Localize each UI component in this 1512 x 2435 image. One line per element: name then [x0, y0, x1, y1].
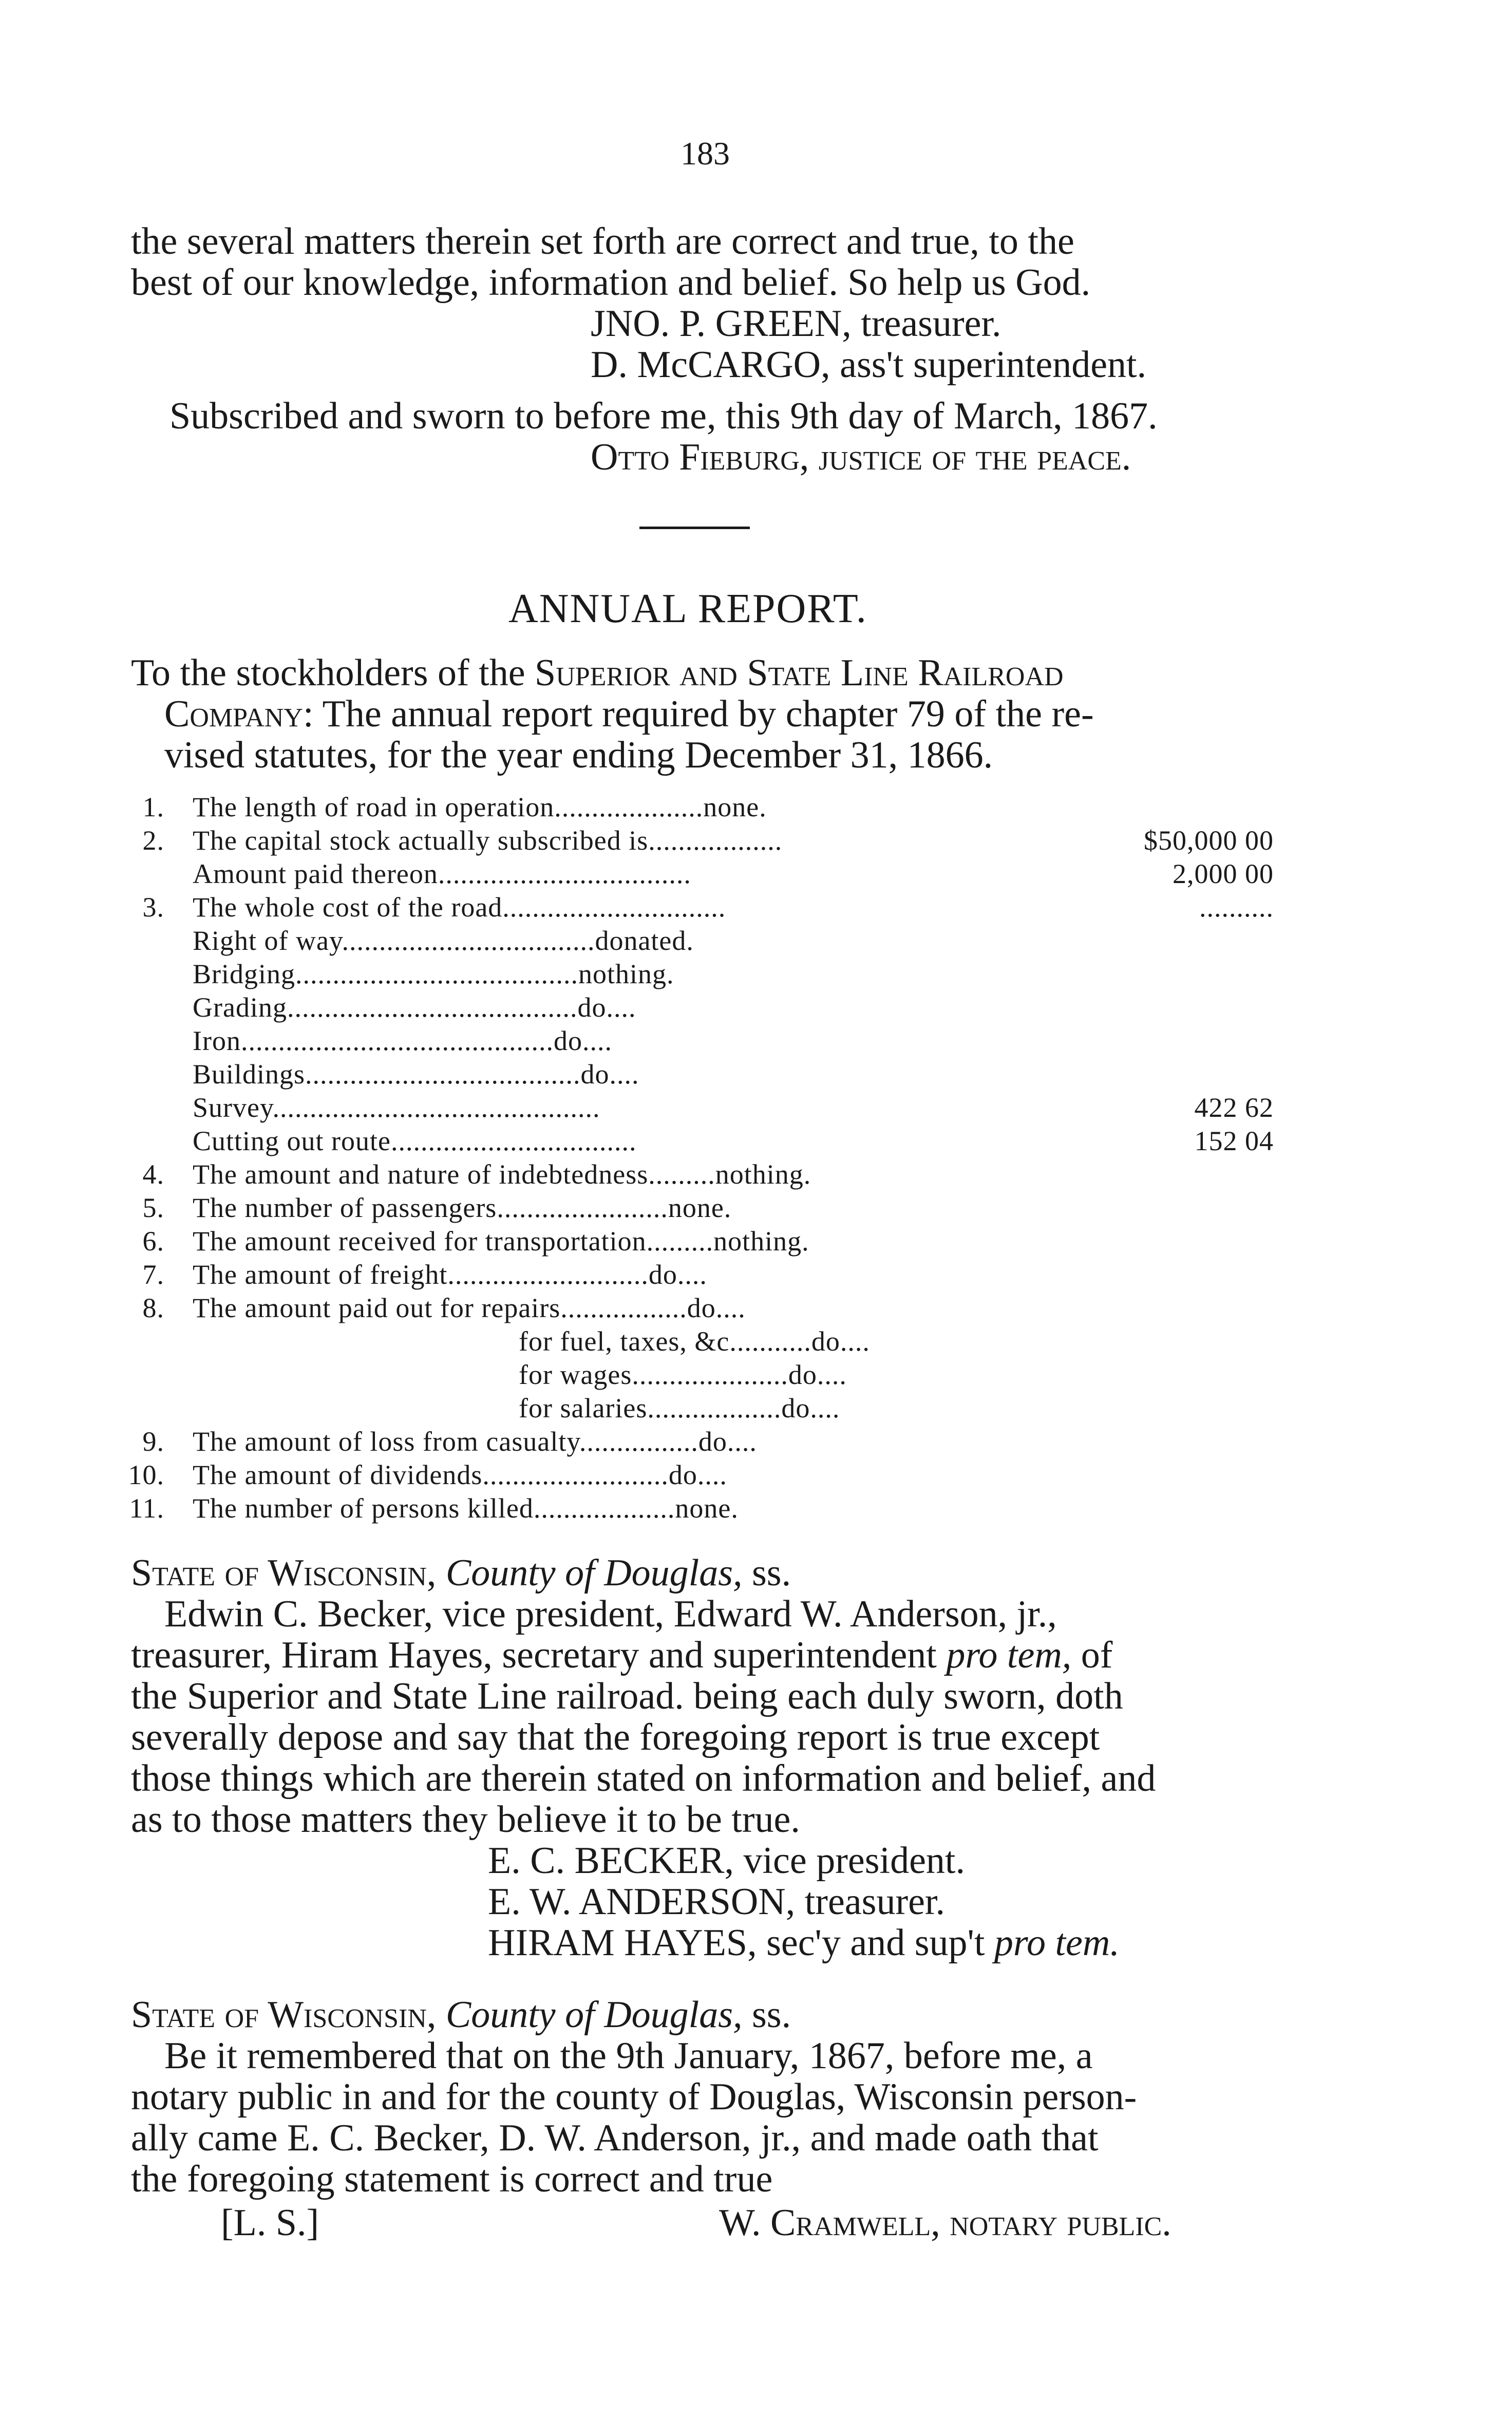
hayes-pro-tem: pro tem.	[994, 1922, 1120, 1964]
affidavit2-line-2: notary public in and for the county of Douglas, Wisconsin person-	[131, 2076, 1137, 2118]
item-description: Buildings.....................................do....	[193, 1059, 639, 1090]
item-description: The length of road in operation....................none.	[193, 792, 767, 822]
venue-ss: ss.	[752, 1552, 791, 1594]
hayes-title: HIRAM HAYES, sec'y and sup't	[488, 1922, 985, 1964]
item-number: 3.	[142, 892, 164, 923]
signature-hayes	[488, 1921, 1120, 1964]
item-amount: 2,000 00	[1173, 858, 1274, 889]
affidavit1-line-5: those things which are therein stated on information and belief, and	[131, 1757, 1156, 1800]
item-description: The number of persons killed...................none.	[193, 1493, 739, 1524]
item-number: 5.	[142, 1192, 164, 1223]
oath-line-1: the several matters therein set forth are correct and true, to the	[131, 220, 1074, 263]
affidavit1-text: treasurer, Hiram Hayes, secretary and superintendent	[131, 1634, 937, 1676]
affidavit1-line-2	[131, 1634, 1112, 1677]
affidavit1-line-3: the Superior and State Line railroad. being each duly sworn, doth	[131, 1675, 1123, 1717]
item-description: for fuel, taxes, &c...........do....	[519, 1326, 870, 1357]
item-description: The amount paid out for repairs.................do....	[193, 1293, 746, 1323]
oath-signature-green: JNO. P. GREEN, treasurer.	[591, 303, 1001, 345]
item-number: 4.	[142, 1159, 164, 1190]
item-description: Cutting out route.................................	[193, 1126, 637, 1156]
item-description: The number of passengers.......................none.	[193, 1192, 732, 1223]
report-title: ANNUAL REPORT.	[508, 586, 867, 631]
affidavit2-line-4: the foregoing statement is correct and true	[131, 2158, 773, 2200]
affidavit1-line-6: as to those matters they believe it to be true.	[131, 1799, 800, 1841]
company-word: Company	[164, 693, 303, 735]
affidavit1-line-4: severally depose and say that the foregoing report is true except	[131, 1716, 1100, 1758]
affidavit1-venue	[131, 1551, 791, 1595]
item-description: Survey............................................	[193, 1092, 600, 1123]
venue-state: State of Wisconsin,	[131, 1552, 437, 1594]
item-amount: ..........	[1199, 892, 1274, 923]
item-description: The amount and nature of indebtedness.........nothing.	[193, 1159, 811, 1190]
oath-signature-mccargo: D. McCARGO, ass't superintendent.	[591, 344, 1147, 386]
item-number: 6.	[142, 1226, 164, 1257]
subscribed-line: Subscribed and sworn to before me, this 9th day of March, 1867.	[169, 395, 1158, 437]
oath-line-2: best of our knowledge, information and belief. So help us God.	[131, 261, 1091, 304]
affidavit2-line-1: Be it remembered that on the 9th January, 1867, before me, a	[164, 2035, 1093, 2077]
item-description: The amount received for transportation.........nothing.	[193, 1226, 809, 1257]
intro-text: : The annual report required by chapter 79 of the re-	[303, 693, 1094, 735]
item-description: Grading.......................................do....	[193, 992, 636, 1023]
item-number: 10.	[128, 1459, 164, 1490]
item-description: Bridging......................................nothing.	[193, 959, 674, 989]
item-description: The amount of loss from casualty................do....	[193, 1426, 757, 1457]
item-number: 11.	[129, 1493, 164, 1524]
report-intro-line-1	[131, 651, 1064, 695]
affidavit2-line-3: ally came E. C. Becker, D. W. Anderson, jr., and made oath that	[131, 2117, 1099, 2159]
item-description: The whole cost of the road..............................	[193, 892, 726, 923]
affidavit2-venue	[131, 1993, 791, 2036]
venue-county: County of Douglas,	[445, 1994, 743, 2036]
item-description: The amount of freight...........................do....	[193, 1259, 707, 1290]
affidavit1-text-of: of	[1081, 1634, 1113, 1676]
item-number: 7.	[142, 1259, 164, 1290]
item-description: Right of way..................................donated.	[193, 925, 694, 956]
venue-ss: ss.	[752, 1994, 791, 2036]
pro-tem: pro tem,	[946, 1634, 1072, 1676]
item-description: for salaries..................do....	[519, 1393, 840, 1423]
page-number: 183	[681, 135, 730, 172]
justice-signature: Otto Fieburg, justice of the peace.	[591, 436, 1131, 478]
item-number: 9.	[142, 1426, 164, 1457]
venue-state: State of Wisconsin,	[131, 1994, 437, 2036]
report-intro-line-3: vised statutes, for the year ending December 31, 1866.	[164, 734, 993, 776]
section-divider	[639, 527, 750, 529]
company-name: Superior and State Line Railroad	[535, 652, 1064, 694]
signature-anderson: E. W. ANDERSON, treasurer.	[488, 1881, 945, 1923]
item-number: 2.	[142, 825, 164, 856]
notary-signature: W. Cramwell, notary public.	[719, 2202, 1171, 2244]
item-amount: $50,000 00	[1144, 825, 1274, 856]
signature-becker: E. C. BECKER, vice president.	[488, 1840, 965, 1882]
item-description: The amount of dividends.........................do....	[193, 1459, 727, 1490]
item-description: for wages.....................do....	[519, 1359, 847, 1390]
venue-county: County of Douglas,	[445, 1552, 743, 1594]
item-number: 1.	[142, 792, 164, 822]
report-intro-line-2	[164, 692, 1094, 736]
intro-text: To the stockholders of the	[131, 652, 535, 694]
item-description: Amount paid thereon..................................	[193, 858, 691, 889]
item-amount: 422 62	[1194, 1092, 1274, 1123]
item-description: The capital stock actually subscribed is..................	[193, 825, 783, 856]
item-number: 8.	[142, 1293, 164, 1323]
item-amount: 152 04	[1194, 1126, 1274, 1156]
seal-mark: [L. S.]	[221, 2202, 319, 2244]
affidavit1-line-1: Edwin C. Becker, vice president, Edward W. Anderson, jr.,	[164, 1593, 1057, 1635]
item-description: Iron..........................................do....	[193, 1025, 612, 1056]
